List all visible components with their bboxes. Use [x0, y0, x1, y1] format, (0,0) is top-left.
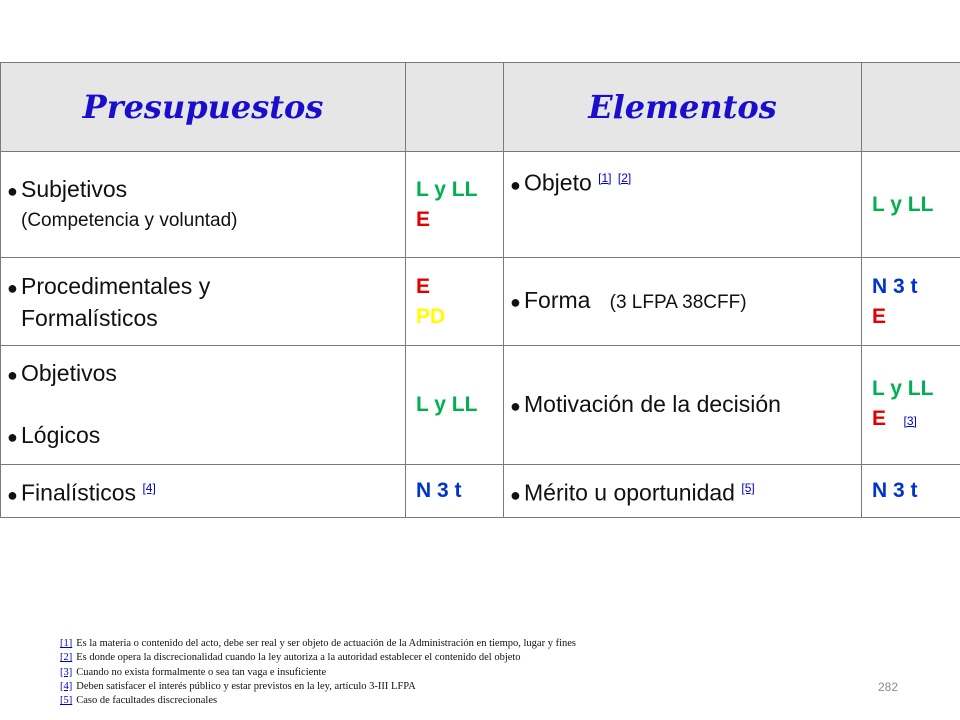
bullet-icon: ●	[7, 426, 18, 447]
table-row	[1, 152, 960, 258]
code-line: L y LL	[872, 376, 934, 400]
slide-number: 282	[878, 680, 899, 694]
table-header-row	[1, 63, 960, 152]
elemento-cell	[504, 258, 862, 345]
footnote-item	[60, 651, 820, 665]
presupuesto-cell	[1, 345, 406, 464]
elemento-label: Motivación de la decisión	[524, 390, 781, 417]
footnote-ref-link[interactable]: [5]	[741, 481, 755, 496]
footnote-item	[60, 694, 820, 708]
footnote-link[interactable]: [2]	[60, 652, 73, 664]
bullet-icon: ●	[7, 180, 18, 201]
presupuesto-sublabel: (Competencia y voluntad)	[21, 209, 238, 231]
bullet-icon: ●	[510, 292, 521, 312]
footnote-link[interactable]: [5]	[60, 695, 73, 707]
header-empty-2	[862, 63, 960, 152]
table-row	[1, 258, 960, 345]
bullet-icon: ●	[510, 174, 521, 195]
bullet-icon: ●	[7, 277, 18, 298]
table-row	[1, 464, 960, 517]
code-cell	[406, 464, 504, 517]
code-line: N 3 t	[416, 478, 462, 502]
presupuesto-label: Procedimentales y	[21, 272, 211, 299]
elemento-cell	[504, 152, 862, 258]
header-presupuestos: Presupuestos	[1, 63, 406, 152]
bullet-icon: ●	[510, 484, 521, 505]
presupuesto-sublabel: Formalísticos	[21, 304, 158, 331]
presupuesto-label: Objetivos	[21, 359, 117, 386]
code-cell	[862, 258, 960, 345]
footnote-ref-link[interactable]: [3]	[903, 413, 917, 428]
footnote-link[interactable]: [1]	[60, 638, 73, 649]
footnote-ref-link[interactable]: [4]	[142, 481, 156, 496]
code-cell	[862, 464, 960, 517]
code-line: L y LL	[872, 192, 934, 216]
code-line: PD	[416, 304, 446, 328]
concepts-table	[0, 62, 960, 518]
header-elementos: Elementos	[504, 63, 862, 152]
presupuesto-label: Finalísticos	[21, 479, 137, 506]
footnote-link[interactable]: [4]	[60, 680, 73, 692]
footnote-ref-link[interactable]: [2]	[617, 171, 632, 185]
code-line: N 3 t	[872, 478, 918, 502]
code-cell	[406, 258, 504, 345]
footnote-text: Caso de facultades discrecionales	[76, 695, 218, 707]
footnote-item	[60, 680, 820, 694]
footnote-item	[60, 637, 820, 651]
bullet-icon: ●	[510, 395, 521, 416]
elemento-cell	[504, 345, 862, 464]
code-line: N 3 t	[872, 274, 918, 298]
presupuesto-cell	[1, 152, 406, 258]
header-empty-1	[406, 63, 504, 152]
presupuesto-cell	[1, 464, 406, 517]
table-row	[1, 345, 960, 464]
code-line: L y LL	[416, 392, 478, 416]
footnote-text: Es la materia o contenido del acto, debe ser real y ser objeto de actuación de la Administración en tiempo, lugar y fines	[76, 638, 576, 649]
footnote-text: Deben satisfacer el interés público y estar previstos en la ley, artículo 3-III LFPA	[76, 680, 416, 692]
footnote-ref-link[interactable]: [1]	[598, 171, 612, 185]
footnote-link[interactable]: [3]	[60, 666, 73, 678]
footnote-text: Es donde opera la discrecionalidad cuando la ley autoriza a la autoridad establecer el contenido del objeto	[76, 652, 521, 664]
elemento-label: Forma	[524, 287, 591, 313]
elemento-label: Mérito u oportunidad	[524, 479, 735, 506]
code-cell	[406, 152, 504, 258]
elemento-detail: (3 LFPA 38CFF)	[609, 292, 747, 313]
presupuesto-label: Subjetivos	[21, 175, 128, 202]
code-cell	[406, 345, 504, 464]
bullet-icon: ●	[7, 364, 18, 385]
code-line: E	[416, 274, 431, 298]
footnote-item	[60, 666, 820, 680]
code-cell	[862, 152, 960, 258]
code-line: E	[872, 406, 887, 430]
code-line: L y LL	[416, 177, 478, 201]
footnotes	[60, 637, 820, 708]
bullet-icon: ●	[7, 484, 18, 505]
presupuesto-cell	[1, 258, 406, 345]
code-cell	[862, 345, 960, 464]
elemento-cell	[504, 464, 862, 517]
elemento-label: Objeto	[524, 169, 592, 196]
code-line: E	[416, 207, 431, 231]
presupuesto-label: Lógicos	[21, 421, 101, 448]
code-line: E	[872, 304, 887, 328]
footnote-text: Cuando no exista formalmente o sea tan vaga e insuficiente	[76, 666, 327, 678]
